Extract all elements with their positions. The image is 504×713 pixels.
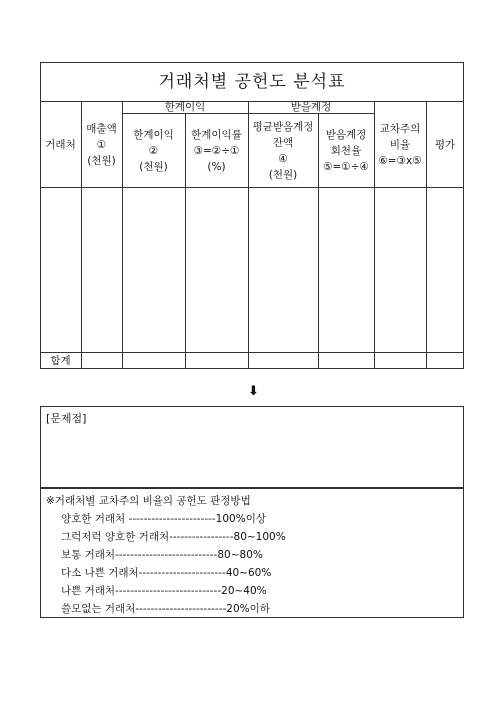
criteria-item: 나쁜 거래처----------------------------20~40%: [61, 585, 267, 597]
client-header: 거래처: [45, 138, 76, 151]
down-arrow-icon: ⬇: [248, 384, 259, 399]
cross-ratio-header: 교차주의 비율 ⑥=③x⑤: [378, 122, 422, 167]
total-row-divider: [40, 352, 464, 353]
criteria-item: 보통 거래처---------------------------80~80%: [61, 549, 263, 561]
problems-label: [문제점]: [46, 412, 87, 425]
receivable-group-header: 받을계정: [290, 101, 332, 113]
criteria-heading: ※거래처별 교차주의 비율의 공헌도 판정방법: [46, 495, 251, 507]
margin-group-header: 한계이익: [164, 101, 206, 113]
avg-balance-header: 평균받음계정 잔액 ④ (천원): [252, 120, 314, 181]
criteria-item: 다소 나쁜 거래처-----------------------40~60%: [61, 567, 272, 579]
header-bottom-divider: [40, 187, 464, 188]
total-row-label: 합계: [50, 355, 71, 367]
problems-box: [40, 406, 464, 488]
page-title: 거래처별 공헌도 분석표: [158, 72, 346, 92]
margin-amount-header: 한계이익 ② (천원): [133, 128, 174, 173]
sales-header: 매출액 ① (천원): [86, 122, 117, 167]
turnover-header: 받음계정 회천율 ⑤=①÷④: [323, 128, 369, 173]
evaluation-header: 평가: [434, 138, 456, 151]
criteria-item: 쓸모없는 거래처------------------------20%이하: [61, 603, 270, 615]
criteria-item: 양호한 거래처 -----------------------100%이상: [61, 513, 266, 525]
criteria-item: 그럭저럭 양호한 거래처-----------------80~100%: [61, 531, 286, 543]
margin-rate-header: 한계이익률 ③=②÷① (%): [191, 128, 242, 173]
